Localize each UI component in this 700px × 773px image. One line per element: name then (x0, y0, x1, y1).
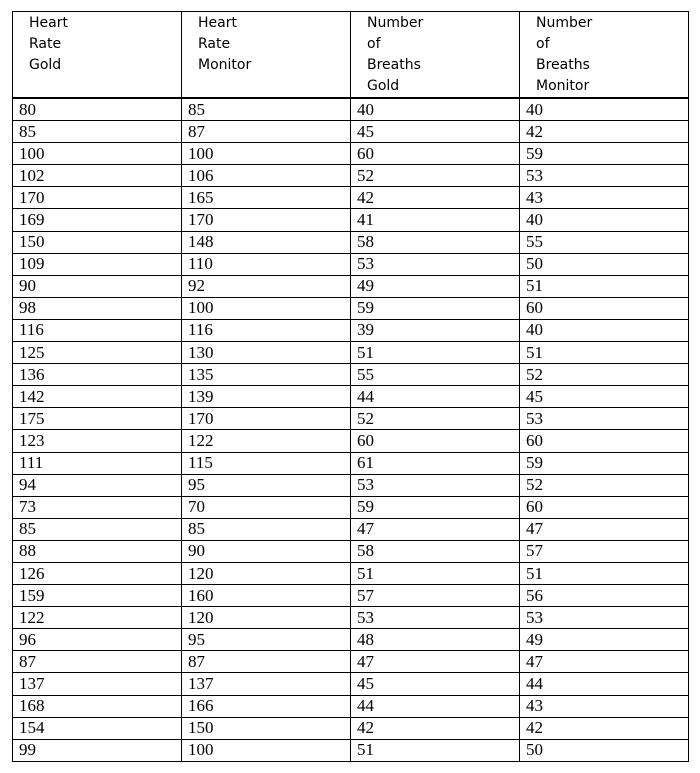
table-row (13, 386, 689, 408)
table-row (13, 496, 689, 518)
cell-heart-rate-monitor: 70 (182, 496, 351, 518)
table-row (13, 98, 689, 121)
table-row (13, 518, 689, 540)
cell-heart-rate-gold: 126 (13, 562, 182, 584)
cell-breaths-monitor: 59 (520, 143, 689, 165)
cell-heart-rate-gold: 154 (13, 717, 182, 739)
cell-heart-rate-gold: 159 (13, 585, 182, 607)
table-row (13, 165, 689, 187)
table-row (13, 562, 689, 584)
cell-heart-rate-monitor: 120 (182, 607, 351, 629)
cell-heart-rate-monitor: 95 (182, 474, 351, 496)
cell-heart-rate-gold: 102 (13, 165, 182, 187)
cell-heart-rate-gold: 85 (13, 518, 182, 540)
cell-breaths-gold: 44 (351, 695, 520, 717)
table-row (13, 143, 689, 165)
table-row (13, 297, 689, 319)
document-sheet (12, 11, 688, 762)
header-line: of (536, 36, 550, 52)
cell-heart-rate-monitor: 116 (182, 319, 351, 341)
cell-heart-rate-monitor: 135 (182, 364, 351, 386)
cell-breaths-monitor: 53 (520, 165, 689, 187)
cell-heart-rate-gold: 90 (13, 275, 182, 297)
cell-heart-rate-gold: 85 (13, 121, 182, 143)
cell-breaths-monitor: 47 (520, 651, 689, 673)
cell-breaths-monitor: 43 (520, 187, 689, 209)
cell-heart-rate-monitor: 100 (182, 297, 351, 319)
header-heart-rate-gold (13, 12, 182, 99)
table-row (13, 673, 689, 695)
cell-breaths-gold: 44 (351, 386, 520, 408)
table-row (13, 364, 689, 386)
header-breaths-gold (351, 12, 520, 99)
cell-heart-rate-monitor: 85 (182, 98, 351, 121)
cell-breaths-monitor: 60 (520, 496, 689, 518)
cell-breaths-monitor: 60 (520, 297, 689, 319)
cell-heart-rate-monitor: 170 (182, 408, 351, 430)
cell-breaths-gold: 60 (351, 430, 520, 452)
cell-breaths-monitor: 55 (520, 231, 689, 253)
header-line: Rate (198, 36, 231, 52)
table-row (13, 430, 689, 452)
cell-breaths-gold: 53 (351, 607, 520, 629)
cell-heart-rate-gold: 125 (13, 342, 182, 364)
cell-breaths-gold: 58 (351, 231, 520, 253)
cell-breaths-monitor: 53 (520, 607, 689, 629)
cell-heart-rate-monitor: 170 (182, 209, 351, 231)
cell-heart-rate-gold: 169 (13, 209, 182, 231)
table-row (13, 651, 689, 673)
header-line: Gold (367, 78, 400, 94)
cell-breaths-gold: 59 (351, 297, 520, 319)
cell-heart-rate-monitor: 137 (182, 673, 351, 695)
cell-heart-rate-monitor: 100 (182, 143, 351, 165)
cell-heart-rate-monitor: 106 (182, 165, 351, 187)
cell-heart-rate-gold: 170 (13, 187, 182, 209)
cell-heart-rate-gold: 122 (13, 607, 182, 629)
header-heart-rate-monitor (182, 12, 351, 99)
table-row (13, 187, 689, 209)
table-row (13, 121, 689, 143)
cell-breaths-monitor: 42 (520, 121, 689, 143)
header-line: Heart (198, 15, 237, 31)
cell-breaths-gold: 51 (351, 342, 520, 364)
cell-heart-rate-gold: 175 (13, 408, 182, 430)
cell-breaths-gold: 59 (351, 496, 520, 518)
cell-breaths-gold: 52 (351, 165, 520, 187)
cell-breaths-gold: 42 (351, 717, 520, 739)
cell-heart-rate-monitor: 90 (182, 540, 351, 562)
cell-breaths-monitor: 47 (520, 518, 689, 540)
cell-heart-rate-monitor: 87 (182, 121, 351, 143)
table-body (13, 98, 689, 761)
table-row (13, 717, 689, 739)
cell-breaths-monitor: 52 (520, 364, 689, 386)
header-line: Number (536, 15, 593, 31)
cell-breaths-gold: 57 (351, 585, 520, 607)
cell-heart-rate-gold: 111 (13, 452, 182, 474)
cell-breaths-monitor: 60 (520, 430, 689, 452)
cell-breaths-gold: 41 (351, 209, 520, 231)
cell-breaths-gold: 51 (351, 562, 520, 584)
cell-breaths-gold: 51 (351, 739, 520, 761)
cell-breaths-monitor: 59 (520, 452, 689, 474)
table-row (13, 342, 689, 364)
cell-breaths-monitor: 51 (520, 342, 689, 364)
cell-heart-rate-monitor: 95 (182, 629, 351, 651)
header-line: of (367, 36, 381, 52)
cell-heart-rate-monitor: 148 (182, 231, 351, 253)
header-line: Monitor (198, 57, 252, 73)
header-breaths-monitor (520, 12, 689, 99)
header-line: Gold (29, 57, 62, 73)
header-line: Number (367, 15, 424, 31)
cell-heart-rate-monitor: 160 (182, 585, 351, 607)
cell-heart-rate-gold: 150 (13, 231, 182, 253)
cell-breaths-gold: 39 (351, 319, 520, 341)
cell-breaths-monitor: 56 (520, 585, 689, 607)
cell-breaths-gold: 48 (351, 629, 520, 651)
cell-heart-rate-monitor: 92 (182, 275, 351, 297)
cell-heart-rate-monitor: 166 (182, 695, 351, 717)
cell-heart-rate-monitor: 122 (182, 430, 351, 452)
cell-heart-rate-gold: 137 (13, 673, 182, 695)
cell-heart-rate-gold: 99 (13, 739, 182, 761)
cell-breaths-gold: 45 (351, 121, 520, 143)
cell-heart-rate-gold: 100 (13, 143, 182, 165)
cell-heart-rate-gold: 94 (13, 474, 182, 496)
table-row (13, 452, 689, 474)
cell-heart-rate-monitor: 150 (182, 717, 351, 739)
cell-heart-rate-monitor: 115 (182, 452, 351, 474)
cell-breaths-gold: 55 (351, 364, 520, 386)
cell-breaths-monitor: 49 (520, 629, 689, 651)
cell-breaths-gold: 53 (351, 253, 520, 275)
cell-breaths-gold: 45 (351, 673, 520, 695)
cell-heart-rate-monitor: 85 (182, 518, 351, 540)
table-row (13, 253, 689, 275)
cell-heart-rate-monitor: 87 (182, 651, 351, 673)
cell-breaths-gold: 49 (351, 275, 520, 297)
cell-heart-rate-gold: 116 (13, 319, 182, 341)
cell-heart-rate-gold: 88 (13, 540, 182, 562)
cell-breaths-monitor: 50 (520, 739, 689, 761)
cell-breaths-gold: 47 (351, 651, 520, 673)
cell-heart-rate-monitor: 130 (182, 342, 351, 364)
cell-heart-rate-monitor: 100 (182, 739, 351, 761)
cell-heart-rate-gold: 168 (13, 695, 182, 717)
cell-heart-rate-gold: 123 (13, 430, 182, 452)
cell-breaths-monitor: 44 (520, 673, 689, 695)
cell-breaths-monitor: 40 (520, 319, 689, 341)
cell-breaths-monitor: 45 (520, 386, 689, 408)
table-row (13, 540, 689, 562)
table-row (13, 585, 689, 607)
cell-breaths-monitor: 51 (520, 275, 689, 297)
cell-breaths-gold: 53 (351, 474, 520, 496)
cell-breaths-gold: 52 (351, 408, 520, 430)
table-row (13, 408, 689, 430)
measurements-table (12, 11, 689, 762)
cell-breaths-gold: 47 (351, 518, 520, 540)
cell-breaths-monitor: 51 (520, 562, 689, 584)
cell-breaths-gold: 40 (351, 98, 520, 121)
header-line: Heart (29, 15, 68, 31)
header-row (13, 12, 689, 99)
cell-breaths-monitor: 40 (520, 209, 689, 231)
table-row (13, 695, 689, 717)
table-row (13, 231, 689, 253)
table-row (13, 629, 689, 651)
cell-heart-rate-gold: 98 (13, 297, 182, 319)
table-row (13, 275, 689, 297)
cell-heart-rate-gold: 136 (13, 364, 182, 386)
cell-heart-rate-monitor: 165 (182, 187, 351, 209)
header-line: Breaths (536, 57, 590, 73)
table-row (13, 739, 689, 761)
cell-breaths-gold: 58 (351, 540, 520, 562)
table-row (13, 474, 689, 496)
cell-breaths-monitor: 50 (520, 253, 689, 275)
header-line: Monitor (536, 78, 590, 94)
cell-heart-rate-gold: 109 (13, 253, 182, 275)
table-row (13, 607, 689, 629)
header-line: Rate (29, 36, 62, 52)
cell-heart-rate-gold: 73 (13, 496, 182, 518)
cell-heart-rate-gold: 87 (13, 651, 182, 673)
cell-heart-rate-gold: 142 (13, 386, 182, 408)
cell-breaths-gold: 42 (351, 187, 520, 209)
cell-breaths-monitor: 53 (520, 408, 689, 430)
table-row (13, 319, 689, 341)
cell-breaths-gold: 61 (351, 452, 520, 474)
header-line: Breaths (367, 57, 421, 73)
cell-breaths-monitor: 52 (520, 474, 689, 496)
cell-heart-rate-gold: 80 (13, 98, 182, 121)
cell-breaths-gold: 60 (351, 143, 520, 165)
cell-breaths-monitor: 42 (520, 717, 689, 739)
table-row (13, 209, 689, 231)
cell-breaths-monitor: 40 (520, 98, 689, 121)
table-header (13, 12, 689, 99)
cell-heart-rate-monitor: 139 (182, 386, 351, 408)
cell-breaths-monitor: 57 (520, 540, 689, 562)
cell-breaths-monitor: 43 (520, 695, 689, 717)
cell-heart-rate-gold: 96 (13, 629, 182, 651)
cell-heart-rate-monitor: 110 (182, 253, 351, 275)
cell-heart-rate-monitor: 120 (182, 562, 351, 584)
